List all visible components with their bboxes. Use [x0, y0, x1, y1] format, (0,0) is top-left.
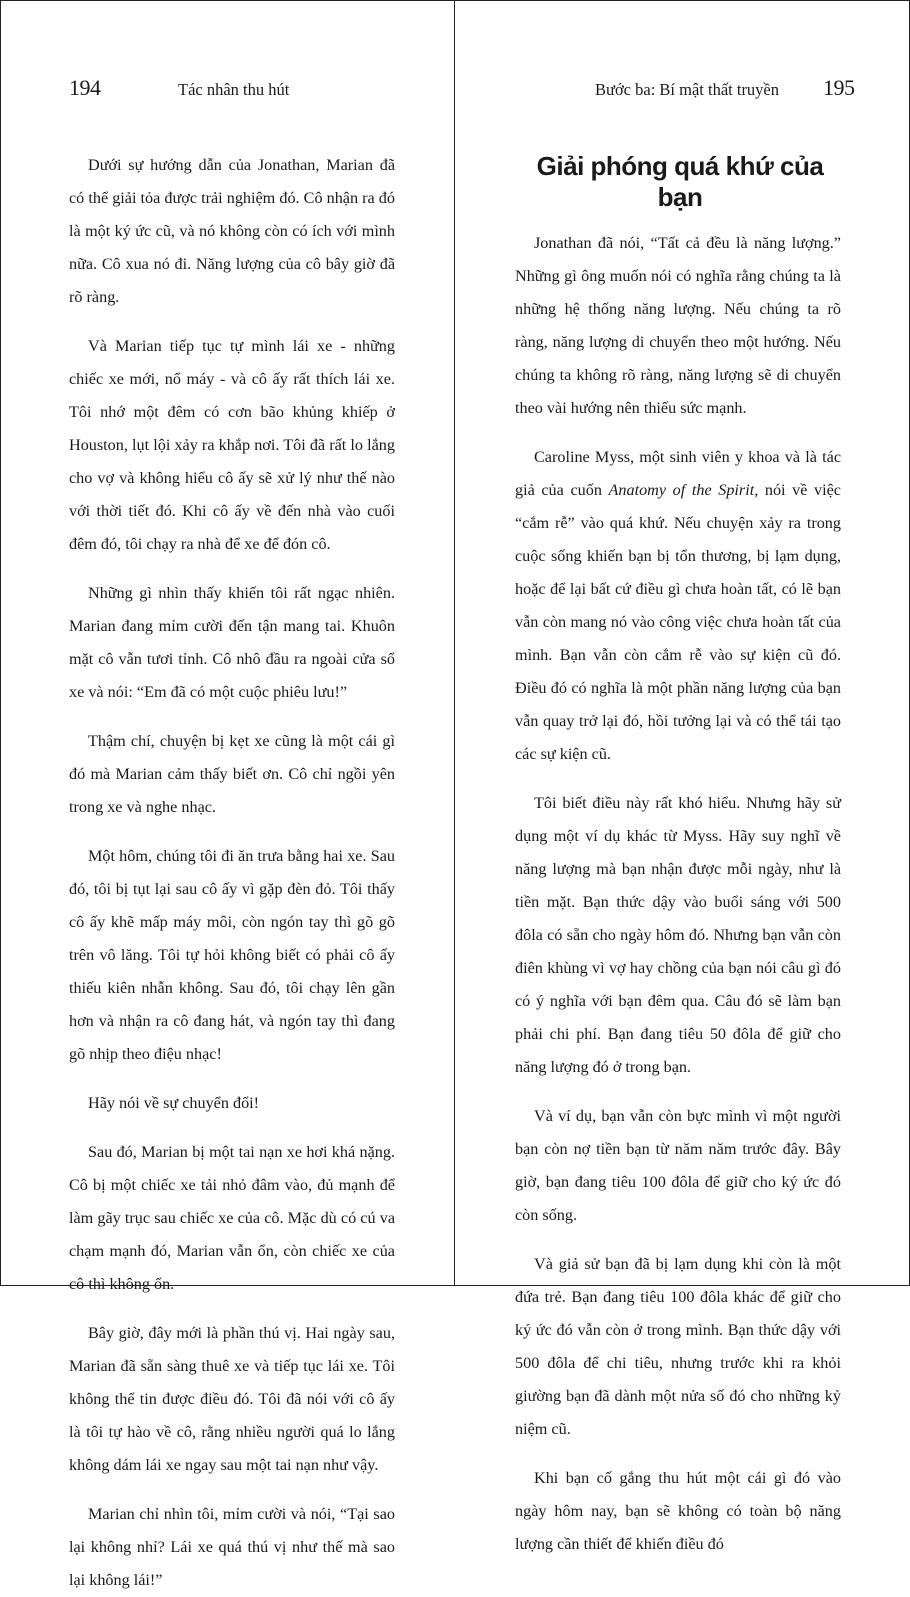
- right-page: [455, 0, 910, 1553]
- paragraph: Một hôm, chúng tôi đi ăn trưa bằng hai xe. Sau đó, tôi bị tụt lại sau cô ấy vì gặp đèn đỏ. Tôi thấy cô ấy khẽ mấp máy môi, còn ngón tay thì gõ gõ trên vô lăng. Tôi tự hỏi không biết có phải cô ấy thiếu kiên nhẫn không. Sau đó, tôi chạy lên gần hơn và nhận ra cô đang hát, và ngón tay thì đang gõ nhịp theo điệu nhạc!: [69, 847, 395, 1063]
- paragraph: Thậm chí, chuyện bị kẹt xe cũng là một cái gì đó mà Marian cảm thấy biết ơn. Cô chỉ ngồi yên trong xe và nghe nhạc.: [69, 732, 395, 816]
- paragraph: Jonathan đã nói, “Tất cả đều là năng lượng.” Những gì ông muốn nói có nghĩa rằng chúng ta là những hệ thống năng lượng. Nếu chúng ta rõ ràng, năng lượng di chuyển theo một hướng. Nếu chúng ta không rõ ràng, năng lượng sẽ di chuyển theo vài hướng nên thiếu sức mạnh.: [515, 234, 841, 417]
- paragraph: Marian chỉ nhìn tôi, mỉm cười và nói, “Tại sao lại không nhỉ? Lái xe quá thú vị như thế mà sao lại không lái!”: [69, 1505, 395, 1589]
- paragraph: Và giả sử bạn đã bị lạm dụng khi còn là một đứa trẻ. Bạn đang tiêu 100 đôla khác để giữ cho ký ức đó vẫn còn ở trong mình. Bạn thức dậy với 500 đôla để chi tiêu, nhưng trước khi ra khỏi giường bạn đã dành một nửa số đó cho những kỷ niệm cũ.: [515, 1255, 841, 1438]
- left-page-header: [1, 75, 456, 105]
- paragraph-myss-lead: Caroline Myss, một sinh viên y khoa và là tác giả của cuốn: [515, 448, 841, 499]
- left-page-body: [69, 149, 395, 1597]
- left-page: [0, 0, 455, 1589]
- paragraph: Bây giờ, đây mới là phần thú vị. Hai ngày sau, Marian đã sẵn sàng thuê xe và tiếp tục lái xe. Tôi không thể tin được điều đó. Tôi đã nói với cô ấy là tôi tự hào về cô, rằng nhiều người quá lo lắng không dám lái xe ngay sau một tai nạn như vậy.: [69, 1324, 395, 1474]
- paragraph: Dưới sự hướng dẫn của Jonathan, Marian đã có thể giải tỏa được trải nghiệm đó. Cô nhận ra đó là một ký ức cũ, và nó không còn có ích với mình nữa. Cô xua nó đi. Năng lượng của cô bây giờ đã rõ ràng.: [69, 156, 395, 306]
- book-title-italic: Anatomy of the Spirit: [608, 481, 755, 499]
- paragraph: Sau đó, Marian bị một tai nạn xe hơi khá nặng. Cô bị một chiếc xe tải nhỏ đâm vào, đủ mạnh để làm gãy trục sau chiếc xe của cô. Mặc dù có cú va chạm mạnh đó, Marian vẫn ổn, còn chiếc xe của cô thì không ổn.: [69, 1143, 395, 1293]
- right-page-body: [515, 211, 841, 1561]
- right-page-number: 195: [823, 75, 855, 100]
- right-page-header: [455, 75, 910, 105]
- paragraph-myss: [515, 441, 841, 771]
- paragraph: Và Marian tiếp tục tự mình lái xe - những chiếc xe mới, nổ máy - và cô ấy rất thích lái xe. Tôi nhớ một đêm có cơn bão khủng khiếp ở Houston, lụt lội xảy ra khắp nơi. Tôi đã rất lo lắng cho vợ và không hiểu cô ấy sẽ xử lý như thế nào với thời tiết đó. Khi cô ấy về đến nhà vào cuối đêm đó, tôi chạy ra nhà để xe để đón cô.: [69, 337, 395, 553]
- left-running-title: Tác nhân thu hút: [178, 80, 290, 99]
- left-page-number: 194: [69, 75, 101, 100]
- right-running-title: Bước ba: Bí mật thất truyền: [595, 80, 780, 99]
- paragraph: Những gì nhìn thấy khiến tôi rất ngạc nhiên. Marian đang mỉm cười đến tận mang tai. Khuôn mặt cô vẫn tươi tỉnh. Cô nhô đầu ra ngoài cửa sổ xe và nói: “Em đã có một cuộc phiêu lưu!”: [69, 584, 395, 701]
- paragraph: Khi bạn cố gắng thu hút một cái gì đó vào ngày hôm nay, bạn sẽ không có toàn bộ năng lượng cần thiết để khiến điều đó: [515, 1469, 841, 1553]
- chapter-title: Giải phóng quá khứ của bạn: [536, 151, 824, 212]
- paragraph: Và ví dụ, bạn vẫn còn bực mình vì một người bạn còn nợ tiền bạn từ năm năm trước đây. Bây giờ, bạn đang tiêu 100 đôla để giữ cho ký ức đó còn sống.: [515, 1107, 841, 1224]
- paragraph-myss-rest: , nói về việc “cắm rễ” vào quá khứ. Nếu chuyện xảy ra trong cuộc sống khiến bạn bị tổn thương, bị lạm dụng, hoặc để lại bất cứ điều gì chưa hoàn tất, có lẽ bạn vẫn còn mang nó vào công việc chưa hoàn tất của mình. Bạn vẫn còn cắm rễ vào sự kiện cũ đó. Điều đó có nghĩa là một phần năng lượng của bạn vẫn quay trở lại đó, hồi tưởng lại và có thể tái tạo các sự kiện cũ.: [515, 481, 841, 763]
- paragraph: Tôi biết điều này rất khó hiểu. Nhưng hãy sử dụng một ví dụ khác từ Myss. Hãy suy nghĩ về năng lượng mà bạn nhận được mỗi ngày, như là tiền mặt. Bạn thức dậy vào buổi sáng với 500 đôla có sẵn cho ngày hôm đó. Nhưng bạn vẫn còn điên khùng vì vợ hay chồng của bạn nói câu gì đó có ý nghĩa với bạn đêm qua. Câu đó sẽ làm bạn phải chi phí. Bạn đang tiêu 50 đôla để giữ cho năng lượng đó ở trong bạn.: [515, 794, 841, 1076]
- paragraph: Hãy nói về sự chuyển đổi!: [88, 1094, 260, 1112]
